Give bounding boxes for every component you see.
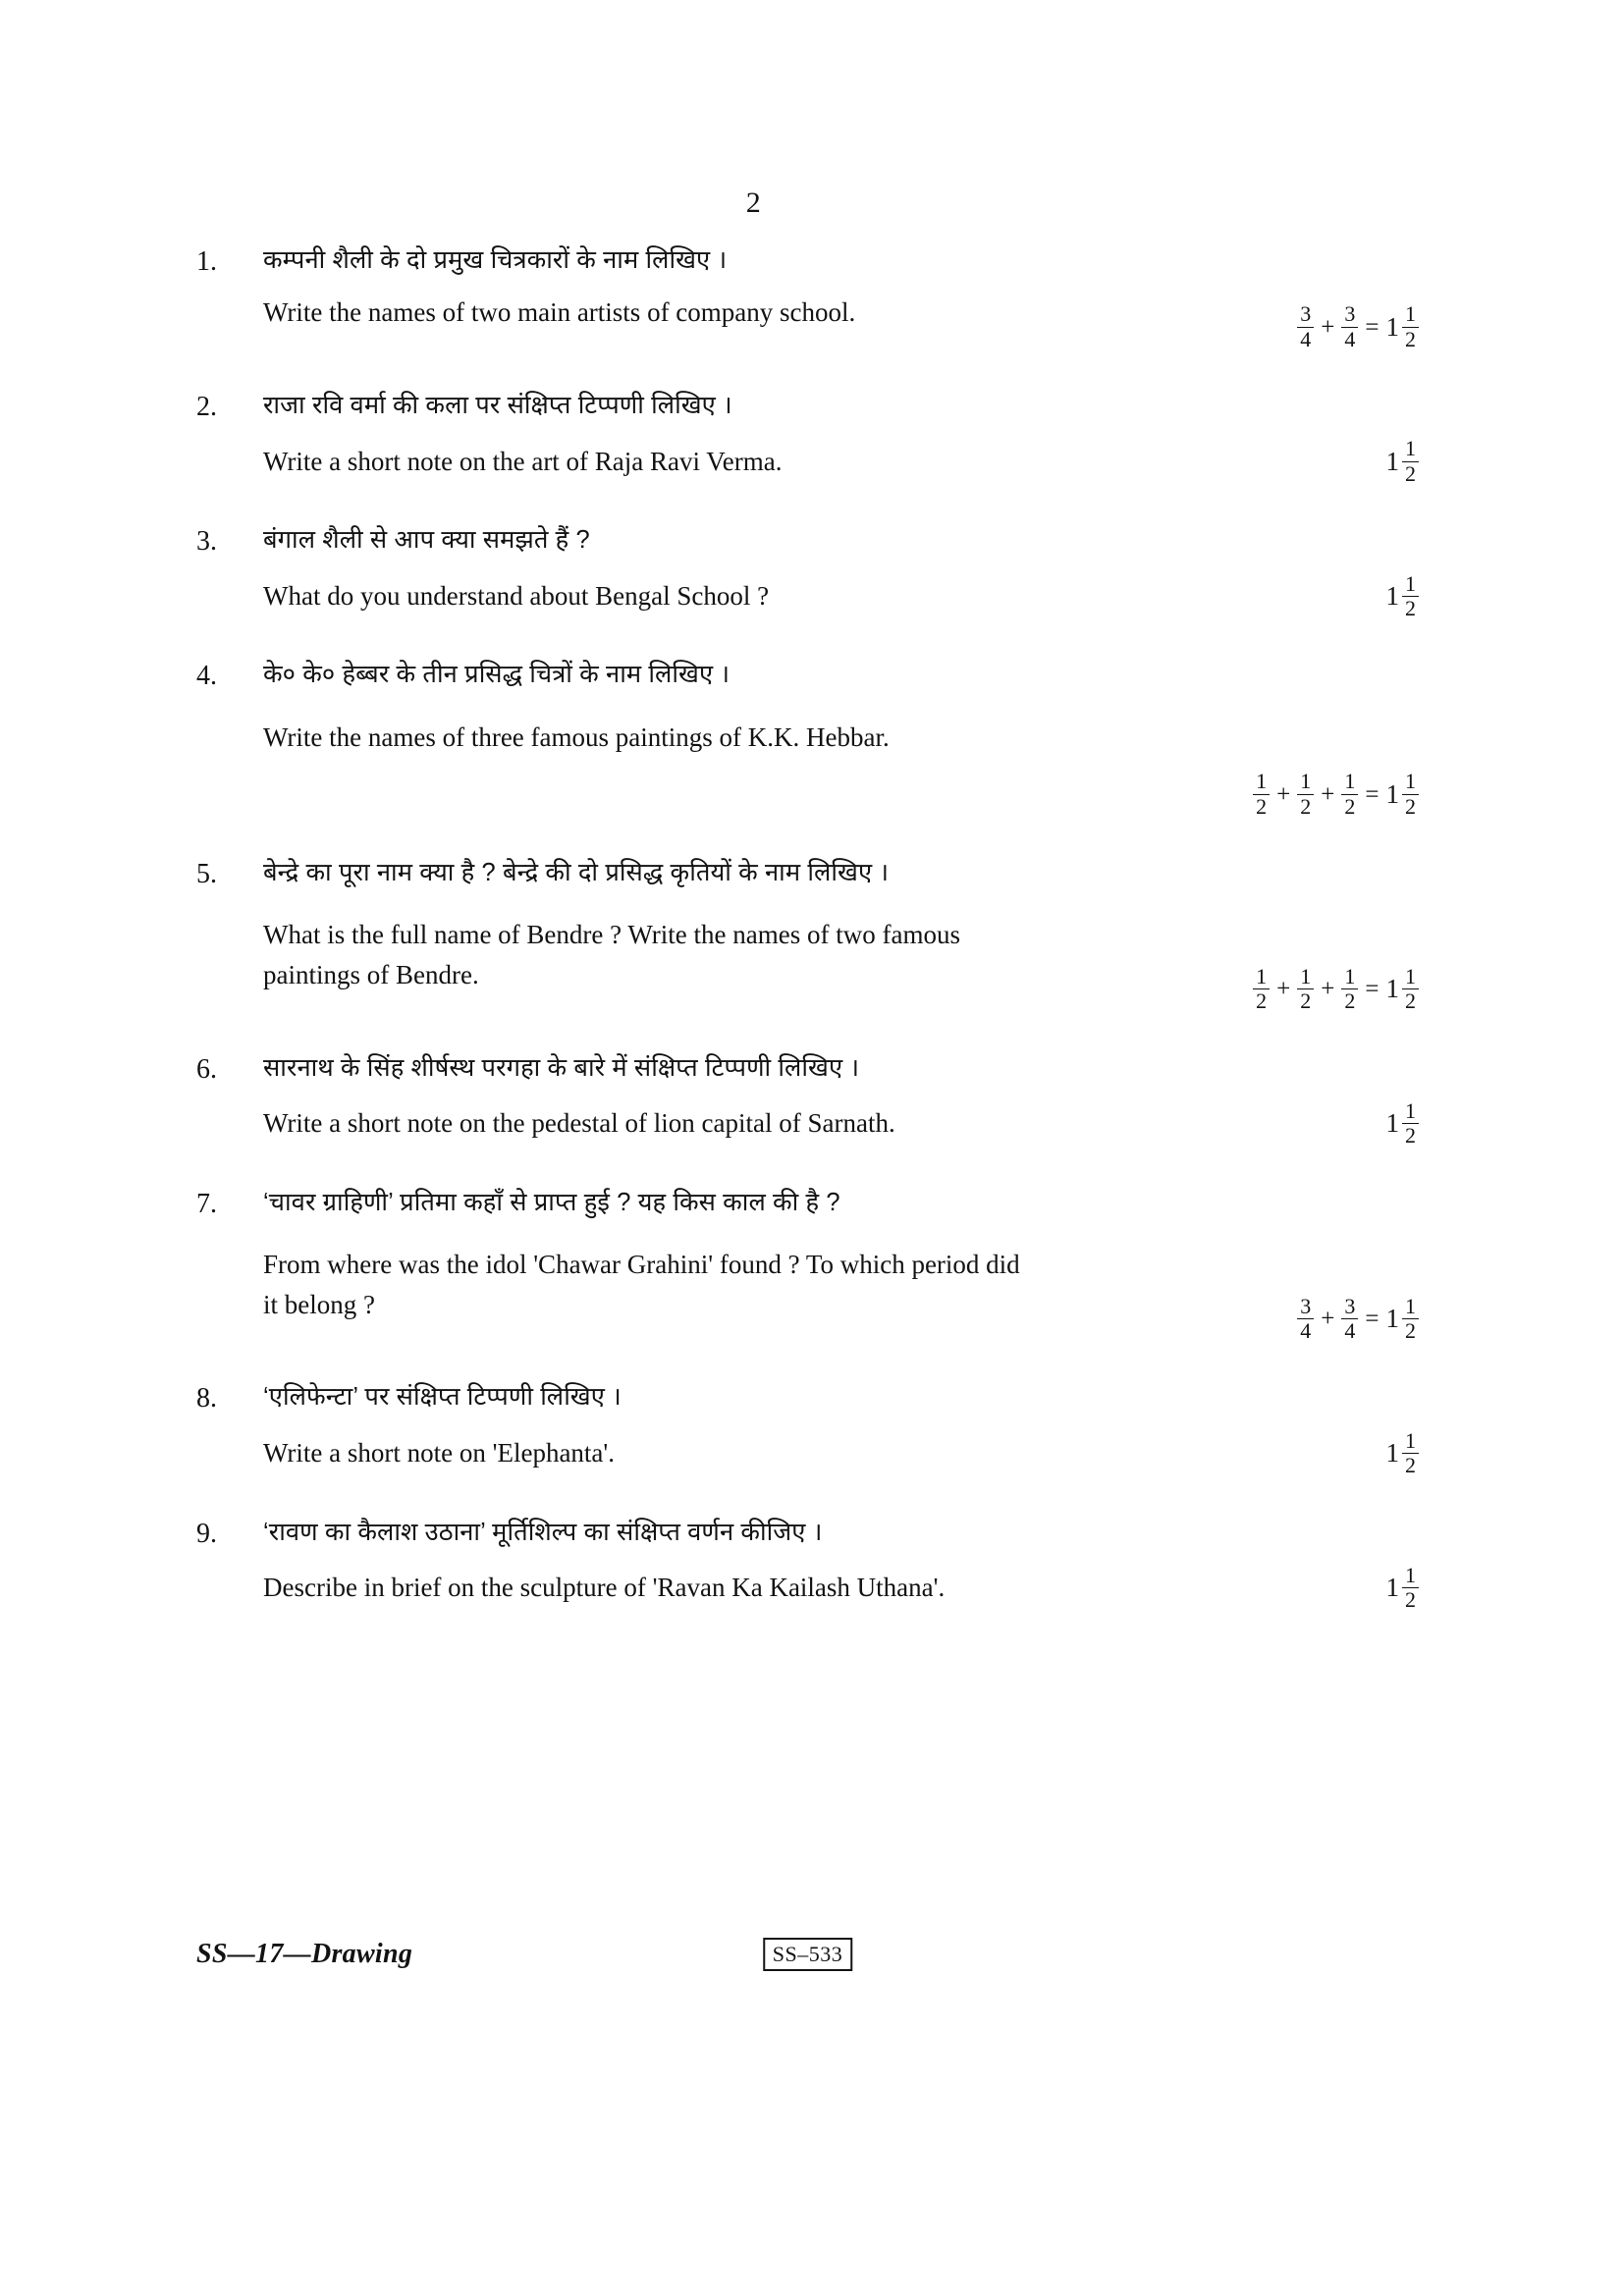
fraction [1341, 771, 1358, 818]
question-number: 4. [196, 661, 217, 692]
spacer [196, 1490, 1419, 1514]
marks-allocation [1386, 438, 1420, 485]
spacer [263, 1416, 1419, 1430]
mixed-number [1385, 1562, 1420, 1613]
fraction-denominator: 2 [1341, 794, 1358, 818]
mixed-number [1385, 963, 1420, 1014]
question-item [196, 1049, 1419, 1148]
spacer [196, 1026, 1419, 1049]
question-text-english-line1: From where was the idol 'Chawar Grahini' found ? To which period did [263, 1250, 1020, 1279]
marks-value [1386, 438, 1420, 485]
marks-value [1385, 570, 1420, 620]
fraction-denominator: 2 [1402, 1123, 1419, 1147]
question-text-hindi: ‘चावर ग्राहिणी’ प्रतिमा कहाँ से प्राप्त हुई ? यह किस काल की है ? [263, 1188, 840, 1216]
question-item [196, 241, 1419, 350]
question-text-english: Write a short note on the art of Raja Ravi Verma. [263, 446, 783, 476]
fraction [1253, 771, 1270, 818]
math-operator: = [1365, 976, 1380, 1003]
marks-value [1253, 771, 1419, 818]
spacer [196, 632, 1419, 656]
mixed-number [1385, 1293, 1420, 1343]
math-operator: = [1365, 780, 1380, 808]
fraction-numerator: 3 [1300, 301, 1312, 327]
fraction-denominator: 4 [1341, 327, 1358, 350]
fraction-numerator: 1 [1344, 769, 1356, 794]
whole-part: 1 [1385, 974, 1399, 1004]
fraction-denominator: 2 [1402, 327, 1419, 350]
question-item [196, 1514, 1419, 1612]
marks-value [1385, 1562, 1420, 1613]
whole-part: 1 [1385, 1303, 1399, 1333]
fraction-denominator: 4 [1297, 1318, 1314, 1342]
fraction [1402, 438, 1419, 485]
marks-allocation [1385, 570, 1420, 620]
page-content [196, 187, 1419, 1625]
fraction [1402, 1097, 1419, 1148]
math-operator: + [1321, 313, 1335, 341]
fraction-denominator: 2 [1402, 794, 1419, 818]
fraction-numerator: 1 [1256, 769, 1268, 794]
question-text-hindi: राजा रवि वर्मा की कला पर संक्षिप्त टिप्पणी लिखिए । [263, 392, 732, 420]
question-text-english: Describe in brief on the sculpture of 'Ravan Ka Kailash Uthana'. [263, 1573, 946, 1603]
spacer [263, 1551, 1419, 1565]
fraction [1402, 303, 1419, 350]
fraction [1402, 963, 1419, 1014]
fraction-numerator: 1 [1256, 963, 1268, 988]
fraction [1402, 1293, 1419, 1343]
fraction-numerator: 1 [1405, 769, 1416, 794]
question-text-english: Write the names of three famous paintings of K.K. Hebbar. [263, 721, 890, 752]
question-item [196, 1184, 1419, 1343]
mixed-number [1385, 1097, 1420, 1148]
spacer [196, 498, 1419, 521]
footer-subject-code: SS—17—Drawing [196, 1939, 413, 1969]
whole-part: 1 [1385, 1438, 1399, 1468]
fraction [1402, 1427, 1419, 1478]
fraction-numerator: 1 [1300, 963, 1312, 988]
fraction [1297, 1293, 1314, 1343]
math-operator: + [1321, 780, 1335, 808]
fraction-denominator: 2 [1402, 596, 1419, 619]
whole-part: 1 [1385, 311, 1399, 342]
marks-allocation [1385, 1427, 1420, 1478]
footer-paper-code-box [763, 1938, 852, 1971]
fraction-denominator: 2 [1402, 1453, 1419, 1476]
mixed-number [1386, 771, 1420, 818]
fraction [1297, 771, 1314, 818]
question-item [196, 521, 1419, 619]
fraction-denominator: 4 [1297, 327, 1314, 350]
spacer [263, 694, 1419, 718]
question-number: 3. [196, 526, 217, 558]
fraction-numerator: 3 [1344, 301, 1356, 327]
question-text-hindi: बेन्द्रे का पूरा नाम क्या है ? बेन्द्रे की दो प्रसिद्ध कृतियों के नाम लिखिए । [263, 859, 890, 886]
fraction-numerator: 1 [1405, 1293, 1416, 1318]
question-text-english-line2: it belong ? [263, 1289, 375, 1319]
whole-part: 1 [1385, 446, 1399, 476]
question-number: 5. [196, 859, 217, 889]
spacer [196, 830, 1419, 854]
fraction [1402, 771, 1419, 818]
fraction-denominator: 4 [1341, 1318, 1358, 1342]
fraction-numerator: 1 [1405, 1562, 1416, 1587]
question-text-english-line2: paintings of Bendre. [263, 959, 479, 989]
marks-allocation [1253, 963, 1419, 1014]
question-item [196, 854, 1419, 1013]
fraction-denominator: 2 [1341, 988, 1358, 1012]
fraction-numerator: 1 [1405, 570, 1416, 596]
fraction-numerator: 3 [1344, 1293, 1356, 1318]
marks-value [1297, 303, 1419, 350]
whole-part: 1 [1385, 1573, 1399, 1603]
fraction-denominator: 2 [1253, 794, 1270, 818]
spacer [196, 1355, 1419, 1378]
math-operator: + [1321, 1305, 1335, 1332]
spacer [263, 279, 1419, 293]
question-text-hindi: सारनाथ के सिंह शीर्षस्थ परगहा के बारे में संक्षिप्त टिप्पणी लिखिए । [263, 1053, 860, 1082]
fraction-numerator: 3 [1300, 1293, 1312, 1318]
fraction [1402, 1562, 1419, 1613]
spacer [263, 1087, 1419, 1100]
question-number: 6. [196, 1053, 217, 1085]
marks-allocation [1297, 1293, 1419, 1343]
math-operator: + [1276, 976, 1291, 1003]
fraction-numerator: 1 [1405, 963, 1416, 988]
whole-part: 1 [1385, 1108, 1399, 1139]
fraction [1341, 963, 1358, 1014]
fraction [1253, 963, 1270, 1014]
fraction [1297, 303, 1314, 350]
marks-allocation [1385, 1097, 1420, 1148]
question-text-hindi: ‘एलिफेन्टा’ पर संक्षिप्त टिप्पणी लिखिए । [263, 1383, 622, 1412]
question-number: 1. [196, 246, 217, 277]
fraction [1402, 570, 1419, 620]
question-text-english: Write a short note on the pedestal of lion capital of Sarnath. [263, 1108, 895, 1139]
whole-part: 1 [1385, 778, 1399, 809]
math-operator: = [1365, 1305, 1380, 1332]
marks-value [1385, 1427, 1420, 1478]
fraction-numerator: 1 [1405, 1427, 1416, 1453]
mixed-number [1386, 438, 1420, 485]
question-text-english: Write the names of two main artists of company school. [263, 297, 856, 328]
spacer [263, 1221, 1419, 1245]
question-text-english: What do you understand about Bengal School ? [263, 580, 770, 611]
marks-allocation [1385, 1562, 1420, 1613]
question-item [196, 656, 1419, 818]
question-number: 7. [196, 1188, 217, 1219]
question-text-hindi: बंगाल शैली से आप क्या समझते हैं ? [263, 526, 590, 555]
fraction-denominator: 2 [1297, 794, 1314, 818]
spacer [196, 1160, 1419, 1184]
marks-value [1385, 1097, 1420, 1148]
page-footer [196, 1939, 1419, 1970]
fraction-denominator: 2 [1297, 988, 1314, 1012]
page-number: 2 [745, 187, 762, 219]
fraction-numerator: 1 [1405, 436, 1416, 461]
fraction [1341, 1293, 1358, 1343]
fraction [1297, 963, 1314, 1014]
spacer [263, 757, 1419, 771]
mixed-number [1385, 1427, 1420, 1478]
footer-paper-code: SS–533 [763, 1938, 852, 1971]
spacer [196, 363, 1419, 387]
question-number: 2. [196, 392, 217, 423]
fraction-denominator: 2 [1402, 461, 1419, 485]
question-item [196, 1378, 1419, 1476]
question-text-hindi: कम्पनी शैली के दो प्रमुख चित्रकारों के नाम लिखिए । [263, 246, 728, 274]
math-operator: + [1276, 780, 1291, 808]
marks-allocation [263, 771, 1419, 818]
marks-value [1253, 963, 1419, 1014]
spacer [263, 891, 1419, 915]
fraction-numerator: 1 [1405, 1097, 1416, 1123]
question-text-english-line1: What is the full name of Bendre ? Write the names of two famous [263, 920, 960, 950]
question-text-hindi: के० के० हेब्बर के तीन प्रसिद्ध चित्रों के नाम लिखिए । [263, 661, 730, 689]
fraction-denominator: 2 [1253, 988, 1270, 1012]
fraction-numerator: 1 [1405, 301, 1416, 327]
fraction-denominator: 2 [1402, 1318, 1419, 1342]
whole-part: 1 [1385, 580, 1399, 611]
math-operator: = [1365, 313, 1380, 341]
fraction-numerator: 1 [1300, 769, 1312, 794]
fraction-denominator: 2 [1402, 1587, 1419, 1611]
fraction-numerator: 1 [1344, 963, 1356, 988]
math-operator: + [1321, 976, 1335, 1003]
question-text-english: Write a short note on 'Elephanta'. [263, 1438, 616, 1468]
fraction-denominator: 2 [1402, 988, 1419, 1012]
mixed-number [1385, 570, 1420, 620]
spacer [263, 424, 1419, 438]
mixed-number [1386, 303, 1420, 350]
question-text-hindi: ‘रावण का कैलाश उठाना’ मूर्तिशिल्प का संक्षिप्त वर्णन कीजिए । [263, 1518, 823, 1546]
marks-value [1297, 1293, 1419, 1343]
spacer [263, 560, 1419, 573]
fraction [1341, 303, 1358, 350]
question-item [196, 387, 1419, 485]
question-number: 9. [196, 1518, 217, 1549]
marks-allocation [1297, 303, 1419, 350]
question-number: 8. [196, 1383, 217, 1415]
